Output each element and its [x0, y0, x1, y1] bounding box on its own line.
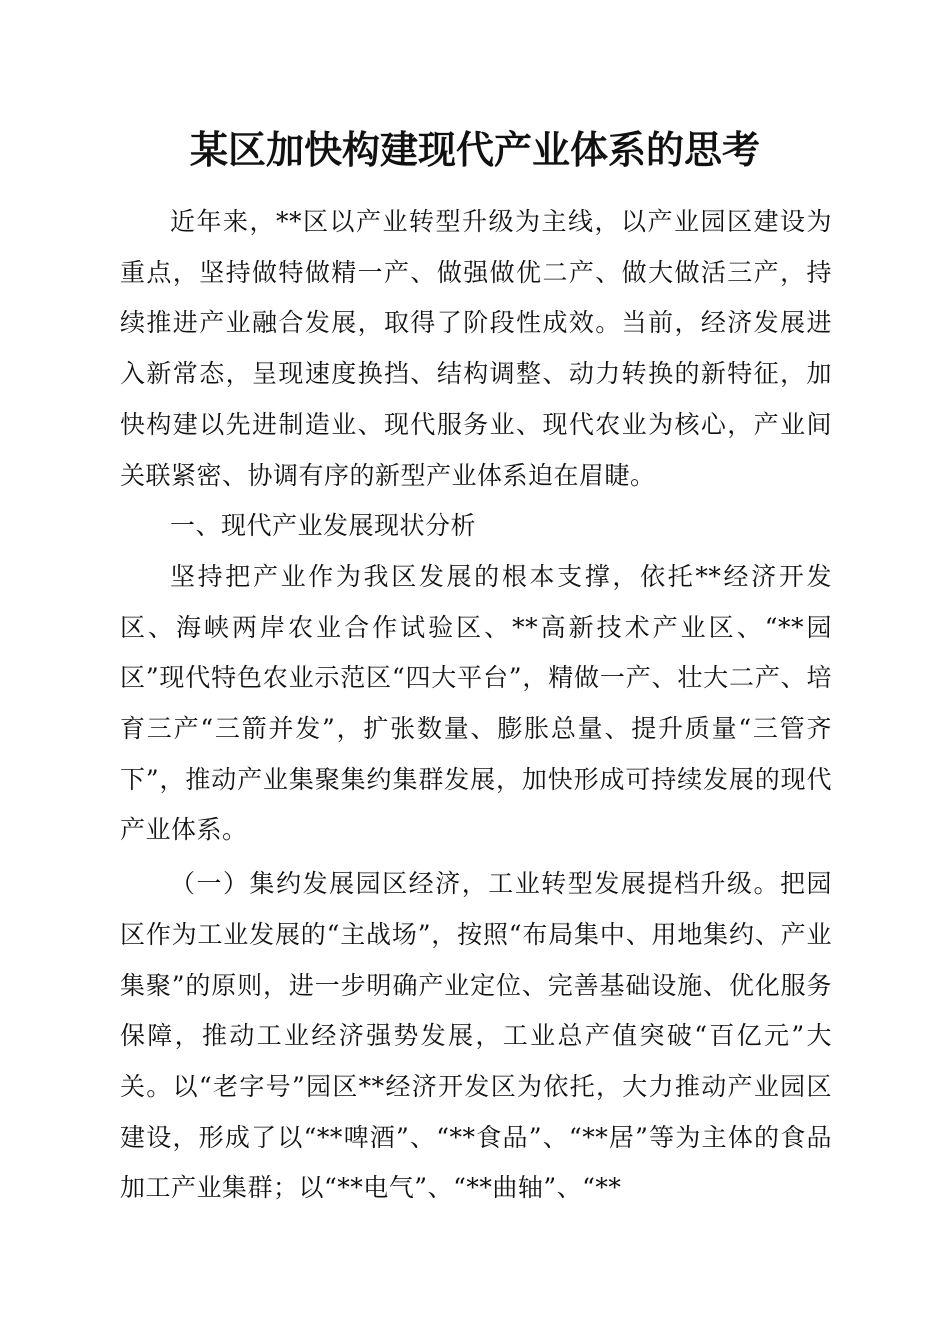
section-heading: 一、现代产业发展现状分析 [170, 511, 477, 541]
document-body [120, 197, 832, 1214]
status-paragraph: 坚持把产业作为我区发展的根本支撑，依托**经济开发区、海峡两岸农业合作试验区、**高新技术产业区、“**园区”现代特色农业示范区“四大平台”，精做一产、壮大二产、培育三产“三箭并发”，扩张数量、膨胀总量、提升质量“三管齐下”，推动产业集聚集约集群发展，加快形成可持续发展的现代产业体系。 [120, 561, 832, 845]
intro-paragraph: 近年来，**区以产业转型升级为主线，以产业园区建设为重点，坚持做特做精一产、做强做优二产、做大做活三产，持续推进产业融合发展，取得了阶段性成效。当前，经济发展进入新常态，呈现速度换挡、结构调整、动力转换的新特征，加快构建以先进制造业、现代服务业、现代农业为核心，产业间关联紧密、协调有序的新型产业体系迫在眉睫。 [120, 207, 832, 490]
document-title: 某区加快构建现代产业体系的思考 [189, 127, 760, 172]
subsection-paragraph: （一）集约发展园区经济，工业转型发展提档升级。把园区作为工业发展的“主战场”，按照“布局集中、用地集约、产业集聚”的原则，进一步明确产业定位、完善基础设施、优化服务保障，推动工业经济强势发展，工业总产值突破“百亿元”大关。以“老字号”园区**经济开发区为依托，大力推动产业园区建设，形成了以“**啤酒”、“**食品”、“**居”等为主体的食品加工产业集群；以“**电气”、“**曲轴”、“** [120, 869, 832, 1203]
